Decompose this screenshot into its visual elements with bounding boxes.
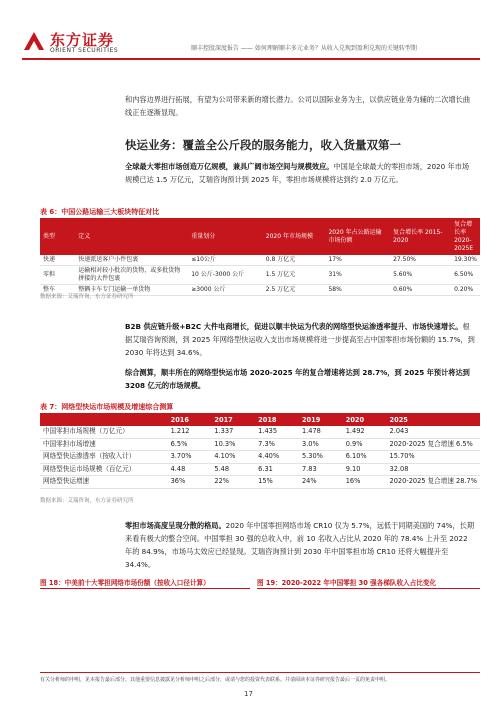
footer-disclaimer: 有关分析师的申明，见本报告最后部分。其他重要信息披露见分析师申明之后部分，或请与您的投资代表联系。并请阅读本证券研究报告最后一页的免责申明。 <box>40 677 391 683</box>
table-cell: 4.40% <box>255 451 299 464</box>
paragraph-body: 2020 年中国零担网络市场 CR10 仅为 5.7%，远低于同期美国的 74%，长期来看有极大的整合空间。中国零担 30 强的总收入中，前 10 名收入占比从 2020 年的 78.4% 上升至 2022 年的 84.9%，市场马太效应已经显现。艾瑞咨询预计到 2030 年中国零担市场 CR10 还将大幅提升至 34.4%。 <box>125 521 475 569</box>
table-cell: 24% <box>299 476 343 489</box>
table-cell: 6.5% <box>168 438 212 451</box>
table-header-cell: 2019 <box>299 414 343 426</box>
paragraph-bold-lead: 全球最大零担市场创造万亿规模，兼具广阔市场空间与规模效应。 <box>125 162 334 171</box>
table-header-cell: 复合增长率 2015-2020 <box>390 219 451 255</box>
paragraph-body: 中国是全球最大的零担市场，2020 年市场规模已达 1.5 万亿元，艾瑞咨询预计到 2025 年，零担市场规模将达到约 2.0 万亿元。 <box>125 162 470 184</box>
figure-caption-divider <box>257 588 480 589</box>
table-cell: 1.5 万亿元 <box>263 266 326 285</box>
table-header-cell: 2020 年市场规模 <box>263 219 326 255</box>
table-header-cell: 复合增长率 2020-2025E <box>451 219 480 255</box>
table-cell: 1.337 <box>211 426 255 438</box>
table-row <box>40 255 480 266</box>
table-cell: 网络型快运市场规模（百亿元） <box>40 463 168 476</box>
orient-logo-icon <box>22 30 46 52</box>
table-header-cell <box>40 414 168 426</box>
table-cell: 6.31 <box>255 463 299 476</box>
table-cell: 整辆卡车专门运输一单货物 <box>75 285 188 296</box>
figure-18-caption: 图 18：中美前十大零担网络市场份额（按收入口径计算） <box>40 579 210 587</box>
table-header-cell: 2020 年占公路运输市场份额 <box>325 219 390 255</box>
paragraph-bold-lead: 零担市场高度呈现分散的格局。 <box>125 521 226 530</box>
table-cell: 6.10% <box>343 451 387 464</box>
table-cell: 6.50% <box>451 266 480 285</box>
table-cell: 2020-2025 复合增速 28.7% <box>387 476 480 489</box>
table-cell: 58% <box>325 285 390 296</box>
table-cell: 零担 <box>40 266 75 285</box>
paragraph-network-ltl <box>125 320 475 359</box>
table-header-cell: 重量划分 <box>188 219 263 255</box>
table-row <box>40 426 480 438</box>
table-cell: 17% <box>325 255 390 266</box>
table-cell: 快递 <box>40 255 75 266</box>
table-header-cell: 定义 <box>75 219 188 255</box>
table-row <box>40 476 480 489</box>
table-cell: 27.50% <box>390 255 451 266</box>
logo-text-cn: 东方证券 <box>50 31 115 49</box>
table-cell: 5.48 <box>211 463 255 476</box>
table-cell: 1.435 <box>255 426 299 438</box>
table-header-cell: 2025 <box>387 414 480 426</box>
table-cell: ≥3000 公斤 <box>188 285 263 296</box>
table-cell: 0.9% <box>343 438 387 451</box>
table-cell: 36% <box>168 476 212 489</box>
table-cell: 7.3% <box>255 438 299 451</box>
paragraph-intro: 和内容边界进行拓展，有望为公司带来新的增长潜力。公司以国际业务为主，以供应链业务为辅的二次增长曲线正在逐渐显现。 <box>125 95 471 117</box>
table-header-cell: 2020 <box>343 414 387 426</box>
table-cell: 9.10 <box>343 463 387 476</box>
table-cell: 3.0% <box>299 438 343 451</box>
table-cell: 22% <box>211 476 255 489</box>
figure-19-caption: 图 19：2020-2022 年中国零担 30 强各梯队收入占比变化 <box>257 579 437 587</box>
table-cell: 15.70% <box>387 451 480 464</box>
table-cell: 快递派送客户小件包裹 <box>75 255 188 266</box>
table-cell: 2.043 <box>387 426 480 438</box>
table-cell: 32.08 <box>387 463 480 476</box>
table-row <box>40 463 480 476</box>
header-divider <box>22 58 480 60</box>
paragraph-bold-lead: B2B 供应链升级+B2C 大件电商增长，促进以顺丰快运为代表的网络型快运渗透率提升、市场快速增长。 <box>125 322 463 331</box>
table-cell: 2020-2025 复合增速 6.5% <box>387 438 480 451</box>
report-title: 顺丰控股深度报告 —— 如何理解顺丰多元业务？从收入兑现到盈利兑现的关键转型期 <box>191 45 417 52</box>
table-cell: 网络型快运渗透率（按收入计） <box>40 451 168 464</box>
table-cell: 1.492 <box>343 426 387 438</box>
paragraph-bold-lead: 综合测算，顺丰所在的网络型快运市场 2020-2025 年的复合增速将达到 28.7%，到 2025 年预计将达到 3208 亿元的市场规模。 <box>125 368 470 390</box>
table-cell: 中国零担市场增速 <box>40 438 168 451</box>
table-cell: 31% <box>325 266 390 285</box>
network-ltl-estimate-table <box>40 414 480 489</box>
table-header-cell: 类型 <box>40 219 75 255</box>
table-cell: 16% <box>343 476 387 489</box>
table-cell: 0.60% <box>390 285 451 296</box>
road-transport-comparison-table <box>40 219 480 296</box>
figure-caption-divider <box>40 588 250 589</box>
table-cell: 4.10% <box>211 451 255 464</box>
table-cell: 运输相对较小批次的货物，或多批货物拼接的大件包裹 <box>75 266 188 285</box>
table-cell: 15% <box>255 476 299 489</box>
table-title: 表 7：网络型快运市场规模及增速综合测算 <box>40 403 174 411</box>
table-header-cell: 2017 <box>211 414 255 426</box>
table-header-cell: 2018 <box>255 414 299 426</box>
table-cell: 2.5 万亿元 <box>263 285 326 296</box>
table-row <box>40 438 480 451</box>
table-cell: 中国零担市场规模（万亿元） <box>40 426 168 438</box>
table-cell: 19.30% <box>451 255 480 266</box>
paragraph-body: 根据艾瑞咨询预测，到 2025 年网络型快运收入支出市场规模将进一步提高至占中国零担市场份额的 15.7%，到 2030 年将达到 34.6%。 <box>125 322 475 357</box>
page-number: 17 <box>244 690 253 698</box>
section-heading: 快运业务：覆盖全公斤段的服务能力，收入货量双第一 <box>125 138 401 152</box>
table-row <box>40 266 480 285</box>
paragraph-ltl-market <box>125 160 475 186</box>
table-header-cell: 2016 <box>168 414 212 426</box>
table-cell: 10 公斤-3000 公斤 <box>188 266 263 285</box>
table-cell: 7.83 <box>299 463 343 476</box>
table-cell: 整车 <box>40 285 75 296</box>
table-row <box>40 451 480 464</box>
table-source: 数据来源：艾瑞咨询，东方证券研究所 <box>40 294 134 300</box>
table-cell: 10.3% <box>211 438 255 451</box>
logo-text-en: ORIENT SECURITIES <box>50 47 119 54</box>
table-source: 数据来源：艾瑞咨询，东方证券研究所 <box>40 498 134 504</box>
footer-divider <box>40 672 480 673</box>
table-cell: 0.8 万亿元 <box>263 255 326 266</box>
table-cell: 1.212 <box>168 426 212 438</box>
table-cell: 0.20% <box>451 285 480 296</box>
table-cell: 3.70% <box>168 451 212 464</box>
paragraph-fragmentation <box>125 519 475 571</box>
table-cell: 5.30% <box>299 451 343 464</box>
table-cell: 5.60% <box>390 266 451 285</box>
table-title: 表 6：中国公路运输三大板块特征对比 <box>40 208 160 216</box>
table-cell: 1.478 <box>299 426 343 438</box>
paragraph-cagr <box>125 366 475 392</box>
table-cell: ≤10公斤 <box>188 255 263 266</box>
table-cell: 网络型快运增速 <box>40 476 168 489</box>
table-cell: 4.48 <box>168 463 212 476</box>
